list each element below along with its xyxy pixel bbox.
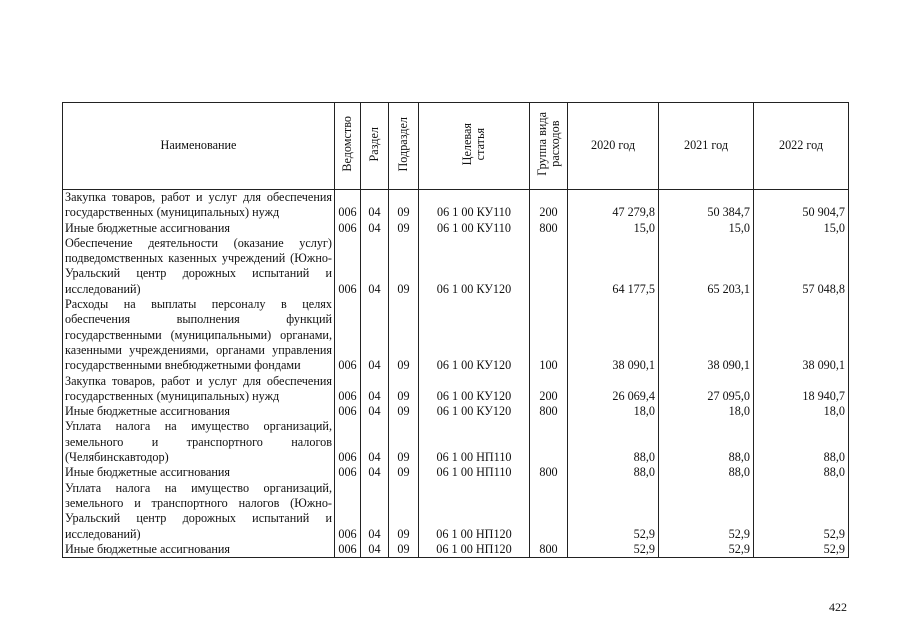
row-subsection: 09 bbox=[389, 419, 419, 465]
row-year-2020: 47 279,8 bbox=[568, 190, 659, 221]
row-name: Иные бюджетные ассигнования bbox=[63, 221, 335, 236]
row-subsection: 09 bbox=[389, 481, 419, 542]
row-target-article: 06 1 00 КУ120 bbox=[419, 374, 530, 405]
header-subsection: Подраздел bbox=[389, 103, 419, 190]
header-section: Раздел bbox=[361, 103, 389, 190]
row-expense-group: 800 bbox=[530, 465, 568, 480]
row-target-article: 06 1 00 КУ120 bbox=[419, 404, 530, 419]
row-subsection: 09 bbox=[389, 236, 419, 297]
row-name: Закупка товаров, работ и услуг для обеспечения государственных (муниципальных) нужд bbox=[63, 190, 335, 221]
table-row bbox=[63, 297, 849, 373]
row-name: Уплата налога на имущество организаций, земельного и транспортного налогов (Челябинскавтодор) bbox=[63, 419, 335, 465]
row-expense-group: 800 bbox=[530, 542, 568, 558]
row-department: 006 bbox=[335, 404, 361, 419]
row-target-article: 06 1 00 НП110 bbox=[419, 419, 530, 465]
row-expense-group bbox=[530, 419, 568, 465]
row-name: Иные бюджетные ассигнования bbox=[63, 542, 335, 558]
row-expense-group bbox=[530, 236, 568, 297]
row-year-2022: 50 904,7 bbox=[754, 190, 849, 221]
row-year-2022: 38 090,1 bbox=[754, 297, 849, 373]
row-department: 006 bbox=[335, 481, 361, 542]
row-year-2021: 88,0 bbox=[659, 465, 754, 480]
row-section: 04 bbox=[361, 481, 389, 542]
row-subsection: 09 bbox=[389, 542, 419, 558]
row-year-2021: 88,0 bbox=[659, 419, 754, 465]
table-row bbox=[63, 236, 849, 297]
row-year-2022: 15,0 bbox=[754, 221, 849, 236]
table-row bbox=[63, 374, 849, 405]
row-year-2020: 38 090,1 bbox=[568, 297, 659, 373]
header-year-2021: 2021 год bbox=[659, 103, 754, 190]
row-year-2021: 52,9 bbox=[659, 542, 754, 558]
row-expense-group bbox=[530, 481, 568, 542]
row-year-2021: 50 384,7 bbox=[659, 190, 754, 221]
row-expense-group: 200 bbox=[530, 374, 568, 405]
table-row bbox=[63, 419, 849, 465]
row-name: Закупка товаров, работ и услуг для обеспечения государственных (муниципальных) нужд bbox=[63, 374, 335, 405]
row-year-2022: 88,0 bbox=[754, 465, 849, 480]
row-year-2021: 18,0 bbox=[659, 404, 754, 419]
row-department: 006 bbox=[335, 221, 361, 236]
table-row bbox=[63, 190, 849, 221]
row-section: 04 bbox=[361, 542, 389, 558]
row-section: 04 bbox=[361, 374, 389, 405]
row-section: 04 bbox=[361, 404, 389, 419]
row-target-article: 06 1 00 НП110 bbox=[419, 465, 530, 480]
row-department: 006 bbox=[335, 374, 361, 405]
row-year-2021: 38 090,1 bbox=[659, 297, 754, 373]
row-year-2021: 65 203,1 bbox=[659, 236, 754, 297]
row-name: Иные бюджетные ассигнования bbox=[63, 465, 335, 480]
row-year-2021: 52,9 bbox=[659, 481, 754, 542]
row-expense-group: 800 bbox=[530, 221, 568, 236]
row-subsection: 09 bbox=[389, 297, 419, 373]
row-section: 04 bbox=[361, 465, 389, 480]
row-year-2020: 18,0 bbox=[568, 404, 659, 419]
row-year-2022: 88,0 bbox=[754, 419, 849, 465]
row-name: Уплата налога на имущество организаций, земельного и транспортного налогов (Южно-Уральский центр дорожных испытаний и исследований) bbox=[63, 481, 335, 542]
row-expense-group: 800 bbox=[530, 404, 568, 419]
row-section: 04 bbox=[361, 297, 389, 373]
budget-table bbox=[62, 102, 849, 558]
row-expense-group: 200 bbox=[530, 190, 568, 221]
row-year-2020: 52,9 bbox=[568, 542, 659, 558]
row-year-2022: 18 940,7 bbox=[754, 374, 849, 405]
row-department: 006 bbox=[335, 297, 361, 373]
header-year-2020: 2020 год bbox=[568, 103, 659, 190]
row-section: 04 bbox=[361, 190, 389, 221]
row-year-2022: 52,9 bbox=[754, 481, 849, 542]
row-year-2022: 52,9 bbox=[754, 542, 849, 558]
row-year-2020: 52,9 bbox=[568, 481, 659, 542]
row-year-2020: 64 177,5 bbox=[568, 236, 659, 297]
page-number: 422 bbox=[829, 600, 847, 614]
row-year-2020: 15,0 bbox=[568, 221, 659, 236]
row-subsection: 09 bbox=[389, 404, 419, 419]
table-row bbox=[63, 404, 849, 419]
row-target-article: 06 1 00 КУ110 bbox=[419, 190, 530, 221]
table-body bbox=[63, 190, 849, 558]
row-section: 04 bbox=[361, 236, 389, 297]
row-target-article: 06 1 00 КУ120 bbox=[419, 297, 530, 373]
row-year-2021: 15,0 bbox=[659, 221, 754, 236]
row-year-2020: 88,0 bbox=[568, 465, 659, 480]
row-target-article: 06 1 00 КУ120 bbox=[419, 236, 530, 297]
row-year-2022: 57 048,8 bbox=[754, 236, 849, 297]
row-year-2022: 18,0 bbox=[754, 404, 849, 419]
table-header-row bbox=[63, 103, 849, 190]
row-name: Расходы на выплаты персоналу в целях обеспечения выполнения функций государственными (муниципальными) органами, казенными учреждениями, органами управления государственными внебюджетными фондами bbox=[63, 297, 335, 373]
table-row bbox=[63, 542, 849, 558]
header-name: Наименование bbox=[63, 103, 335, 190]
table-row bbox=[63, 481, 849, 542]
row-name: Обеспечение деятельности (оказание услуг) подведомственных казенных учреждений (Южно-Уральский центр дорожных испытаний и исследований) bbox=[63, 236, 335, 297]
row-year-2021: 27 095,0 bbox=[659, 374, 754, 405]
row-subsection: 09 bbox=[389, 374, 419, 405]
row-expense-group: 100 bbox=[530, 297, 568, 373]
row-name: Иные бюджетные ассигнования bbox=[63, 404, 335, 419]
row-year-2020: 26 069,4 bbox=[568, 374, 659, 405]
row-department: 006 bbox=[335, 419, 361, 465]
row-target-article: 06 1 00 НП120 bbox=[419, 542, 530, 558]
row-section: 04 bbox=[361, 221, 389, 236]
row-subsection: 09 bbox=[389, 190, 419, 221]
row-department: 006 bbox=[335, 190, 361, 221]
header-department: Ведомство bbox=[335, 103, 361, 190]
row-target-article: 06 1 00 КУ110 bbox=[419, 221, 530, 236]
row-subsection: 09 bbox=[389, 221, 419, 236]
row-year-2020: 88,0 bbox=[568, 419, 659, 465]
header-target-article: Целевая статья bbox=[419, 103, 530, 190]
row-subsection: 09 bbox=[389, 465, 419, 480]
row-department: 006 bbox=[335, 542, 361, 558]
header-year-2022: 2022 год bbox=[754, 103, 849, 190]
table-row bbox=[63, 221, 849, 236]
table-row bbox=[63, 465, 849, 480]
row-section: 04 bbox=[361, 419, 389, 465]
header-expense-group: Группа вида расходов bbox=[530, 103, 568, 190]
row-department: 006 bbox=[335, 465, 361, 480]
row-target-article: 06 1 00 НП120 bbox=[419, 481, 530, 542]
row-department: 006 bbox=[335, 236, 361, 297]
